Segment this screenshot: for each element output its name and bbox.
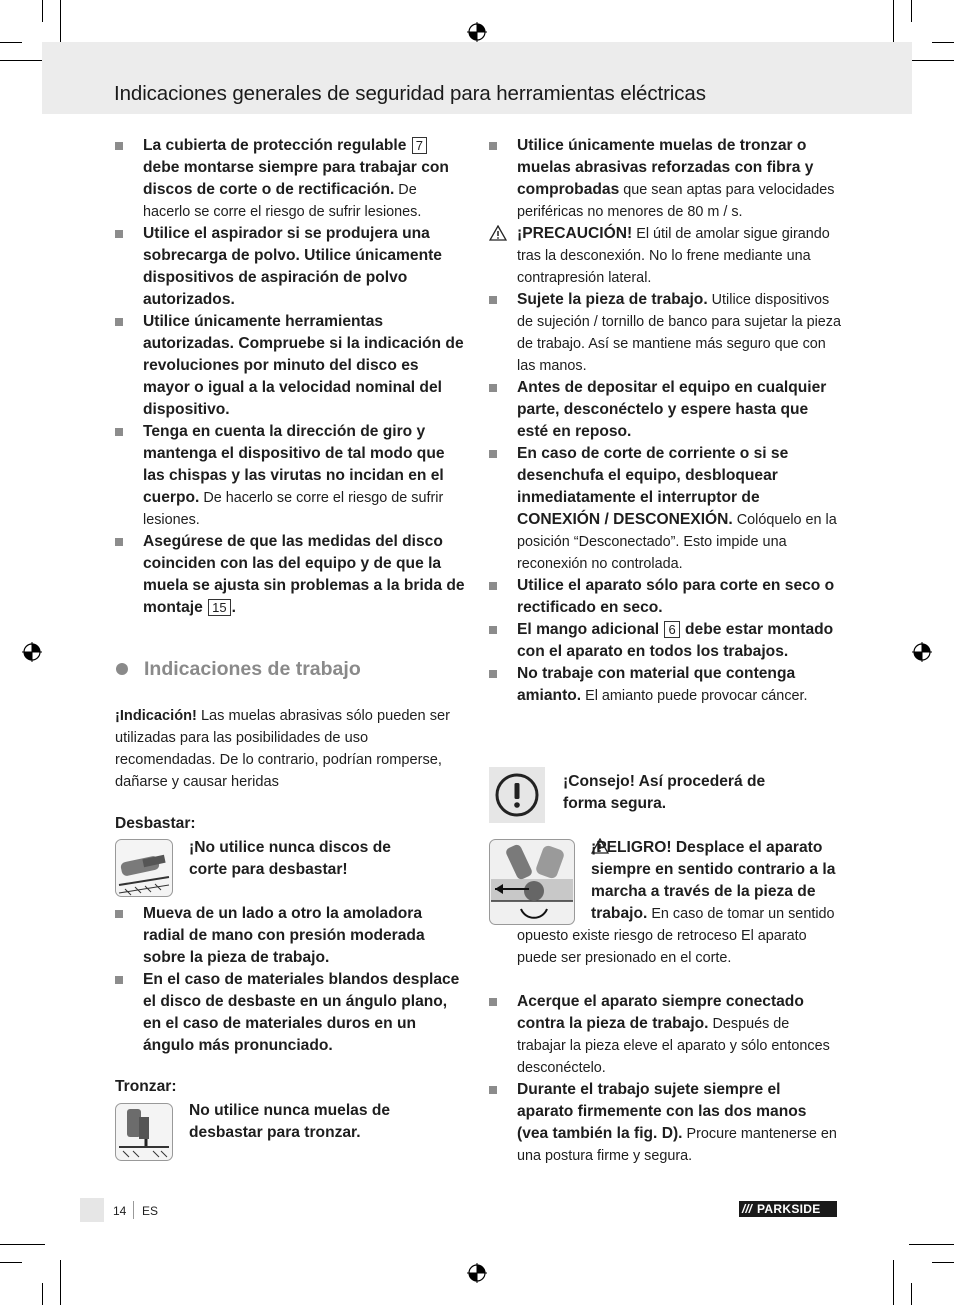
bullet-icon [489, 670, 497, 678]
list-item: La cubierta de protección regulable 7 debe montarse siempre para trabajar con discos de corte o de rectificación. De hacerlo se corre el riesgo de sufrir lesiones. [115, 135, 467, 223]
bullet-icon [115, 910, 123, 918]
brand-logo [739, 1201, 837, 1217]
right-column [489, 135, 841, 707]
warning-triangle-icon [489, 225, 507, 241]
crop-mark [932, 1262, 954, 1263]
bullet-icon [489, 1086, 497, 1094]
language-code: ES [142, 1204, 159, 1218]
footer-divider [133, 1201, 134, 1219]
list-item: No trabaje con material que contenga amianto. El amianto puede provocar cáncer. [489, 663, 841, 707]
crop-mark [893, 1260, 894, 1305]
list-item: Utilice únicamente muelas de tronzar o muelas abrasivas reforzadas con fibra y comprobadas que sean aptas para velocidades periféricas no menores de 80 m / s. [489, 135, 841, 223]
reference-number: 6 [664, 621, 679, 638]
bullet-icon [115, 230, 123, 238]
bullet-icon [115, 318, 123, 326]
bullet-icon [489, 450, 497, 458]
reference-number: 15 [208, 599, 230, 616]
left-column [115, 135, 467, 619]
reference-number: 7 [412, 137, 427, 154]
list-item: Utilice el aparato sólo para corte en seco o rectificado en seco. [489, 575, 841, 619]
list-item: El mango adicional 6 debe estar montado con el aparato en todos los trabajos. [489, 619, 841, 663]
bullet-icon [489, 626, 497, 634]
float-spacer [489, 837, 591, 925]
note-paragraph: ¡Indicación! Las muelas abrasivas sólo pueden ser utilizadas para las posibilidades de uso recomendadas. De lo contrario, podrían romperse, dañarse y causar heridas [115, 708, 450, 790]
registration-mark-icon [912, 642, 932, 662]
danger-paragraph: ¡PELIGRO! Desplace el aparato siempre en sentido contrario a la marcha a través de la pieza de trabajo. En caso de tomar un sentido opuesto existe riesgo de retroceso El aparato puede ser presionado en el corte. [517, 837, 841, 969]
registration-mark-icon [467, 1263, 487, 1283]
list-item: Sujete la pieza de trabajo. Utilice dispositivos de sujeción / tornillo de banco para sujetar la pieza de trabajo. Así se mantiene más seguro que con las manos. [489, 289, 841, 377]
crop-mark [0, 1244, 45, 1245]
page-number: 14 [113, 1204, 127, 1218]
list-item: En caso de corte de corriente o si se desenchufa el equipo, desbloquear inmediatamente el interruptor de CONEXIÓN / DESCONEXIÓN. Colóquelo en la posición “Desconectado”. Esto impide una reconexión no controlada. [489, 443, 841, 575]
desbastar-warning: ¡No utilice nunca discos de corte para desbastar! [189, 839, 391, 878]
tronzar-warning: No utilice nunca muelas de desbastar para tronzar. [189, 1102, 391, 1141]
bullet-icon [489, 142, 497, 150]
footer-page-box [80, 1198, 104, 1222]
exclamation-icon [489, 767, 545, 823]
crop-mark [42, 1283, 43, 1305]
crop-mark [42, 0, 43, 22]
crop-mark [60, 1260, 61, 1305]
list-item: Acerque el aparato siempre conectado contra la pieza de trabajo. Después de trabajar la pieza eleve el aparato y sólo entonces desconéctelo. [489, 991, 841, 1079]
grinding-illustration-icon [115, 839, 173, 897]
crop-mark [911, 0, 912, 22]
list-item: Utilice el aspirador si se produjera una sobrecarga de polvo. Utilice únicamente dispositivos de aspiración de polvo autorizados. [115, 223, 467, 311]
list-item: Mueva de un lado a otro la amoladora radial de mano con presión moderada sobre la pieza de trabajo. [115, 903, 467, 969]
desbastar-list [115, 903, 467, 1057]
crop-mark [909, 1244, 954, 1245]
crop-mark [0, 1262, 22, 1263]
list-item: En el caso de materiales blandos desplace el disco de desbaste en un ángulo plano, en el caso de materiales duros en un ángulo más pronunciado. [115, 969, 467, 1057]
list-item: Asegúrese de que las medidas del disco coinciden con las del equipo y de que la muela se ajusta sin problemas a la brida de montaje 15 . [115, 531, 467, 619]
bullet-icon [115, 428, 123, 436]
list-item: Utilice únicamente herramientas autorizadas. Compruebe si la indicación de revoluciones por minuto del disco es mayor o igual a la velocidad nominal del dispositivo. [115, 311, 467, 421]
bullet-icon [489, 384, 497, 392]
page-title: Indicaciones generales de seguridad para herramientas eléctricas [114, 82, 706, 105]
right-column-lower [489, 991, 841, 1167]
cutting-illustration-icon [115, 1103, 173, 1161]
tip-text: ¡Consejo! Así procederá de forma segura. [563, 773, 766, 812]
bullet-icon [489, 296, 497, 304]
list-item: ¡PRECAUCIÓN! El útil de amolar sigue girando tras la desconexión. No lo frene mediante una contrapresión lateral. [489, 223, 841, 289]
brand-name: PARKSIDE [757, 1202, 821, 1216]
section-bullet-icon [116, 663, 128, 675]
crop-mark [0, 60, 45, 61]
logo-stripes-icon: /// [742, 1202, 753, 1216]
bullet-icon [115, 976, 123, 984]
crop-mark [911, 1283, 912, 1305]
page-header [42, 42, 912, 114]
list-item: Tenga en cuenta la dirección de giro y mantenga el dispositivo de tal modo que las chispas y las virutas no incidan en el cuerpo. De hacerlo se corre el riesgo de sufrir lesiones. [115, 421, 467, 531]
crop-mark [0, 42, 22, 43]
list-item: Antes de depositar el equipo en cualquier parte, desconéctelo y espere hasta que esté en reposo. [489, 377, 841, 443]
section-title: Indicaciones de trabajo [144, 658, 361, 680]
registration-mark-icon [22, 642, 42, 662]
bullet-icon [115, 142, 123, 150]
desbastar-label: Desbastar: [115, 815, 196, 832]
crop-mark [932, 42, 954, 43]
bullet-icon [489, 582, 497, 590]
bullet-icon [115, 538, 123, 546]
list-item: Durante el trabajo sujete siempre el aparato firmemente con las dos manos (vea también la fig. D). Procure mantenerse en una postura firme y segura. [489, 1079, 841, 1167]
crop-mark [893, 0, 894, 45]
crop-mark [60, 0, 61, 45]
tronzar-label: Tronzar: [115, 1078, 177, 1095]
bullet-icon [489, 998, 497, 1006]
crop-mark [909, 60, 954, 61]
registration-mark-icon [467, 22, 487, 42]
